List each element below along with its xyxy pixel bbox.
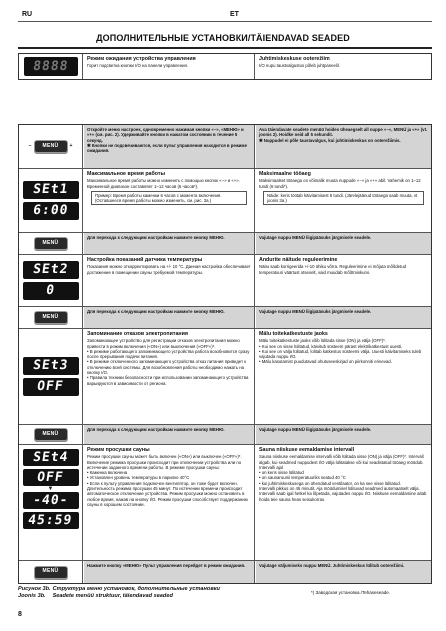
drying-et-title: Sauna niiskuse eemaldamise intervall	[259, 447, 355, 453]
next-2-et: Vajutage nuppu MENÜ liigipääsuks järgmisele seadele.	[256, 307, 431, 328]
list-item: • Правила техники безопасности при использовании запоминающего устройства варьируются в зависимости от региона.	[87, 375, 251, 386]
memory-ru	[84, 329, 255, 424]
menu-button[interactable]	[34, 140, 68, 153]
drying-ru-after: Длительность режима просушки 45 минут. По истечении времени происходит автоматическое отключение устройства. Режим просушки можно остановить в любое время, нажав на кнопку I/O. Режим просушки способствует поддержанию сауны в хорошем состоянии.	[87, 486, 248, 507]
menu-button-label: MENÜ	[42, 430, 59, 437]
memory-et-title: Mälu toitekatkestuste jaoks	[259, 331, 328, 337]
memory-state-text: OFF	[36, 379, 65, 394]
next-3-ru: Для перехода к следующим настройкам нажмите кнопку МЕНЮ.	[84, 425, 255, 444]
time-text: 6:00	[31, 203, 70, 218]
drying-et-after: Intervalli pikkus on 45 minutit. Aja möödumisel lülituvad seadmed automaatselt välja. Intervalli saab igal hetkel ka lõpetada, vajutades nuppu I/O. Niiskuse eemaldamine aitab hoida teie sauna heas seisukorras.	[259, 486, 427, 502]
caption-line-ru	[18, 586, 220, 593]
open-menu-et-warning-text: Nuppudel ei põle taustavalgus, kui juhtimiskeskus on ooterežiimis.	[263, 137, 401, 143]
memory-row	[19, 329, 431, 425]
sensor-display	[19, 255, 83, 306]
open-menu-ru-text: Откройте меню настроек, одновременно нажимая кнопки «−», «МЕНЮ» и «+» (см. рис. 2). Удерживайте кнопки в нажатом состоянии в течение 5 секунд.	[87, 127, 244, 143]
drying-timer-display	[23, 512, 79, 529]
language-label-ru: RU	[22, 11, 33, 18]
language-label-et: ET	[230, 11, 239, 18]
standby-et	[256, 54, 431, 79]
memory-et-list	[259, 344, 428, 365]
drying-timer-text: 45:59	[27, 512, 74, 528]
caption-text-ru: Структура меню установок, дополнительные установки	[52, 586, 220, 592]
set3-text: SEt3	[31, 358, 70, 373]
drying-ru	[84, 445, 255, 560]
open-menu-row	[19, 125, 431, 169]
standby-frame	[18, 53, 432, 80]
warning-icon: ✱	[259, 137, 264, 143]
sensor-ru-title: Настройка показаний датчика температуры	[87, 257, 203, 263]
max-time-display	[19, 169, 83, 232]
list-item: • В режиме работающего запоминающего устройства работа возобновится сразу после прерывания подачи питания.	[87, 349, 251, 360]
drying-display	[19, 445, 83, 560]
drying-ru-list	[87, 470, 251, 486]
menu-button-label: MENÜ	[42, 142, 59, 149]
set4-text: SEt4	[31, 449, 70, 465]
standby-et-title: Juhtimiskeskuse ooterežiim	[259, 56, 330, 62]
drying-temp-display	[23, 492, 79, 509]
exit-et: Vajutage väljumiseks nuppu MENÜ. Juhtimiskeskus lülitub ooterežiimi.	[256, 561, 431, 583]
sensor-ru	[84, 255, 255, 306]
figure-caption	[18, 586, 220, 600]
list-item: • Каменка включена	[87, 470, 251, 475]
memory-ru-list	[87, 349, 251, 386]
max-time-ru-text: Максимальное время работы можно изменить с помощью кнопок «−» и «+». Временной диапазон составляет 1–12 часов (6 часов*).	[87, 178, 240, 189]
list-item: • Установлен уровень температуры в парилке 40°C	[87, 475, 251, 480]
standby-row	[19, 54, 431, 79]
menu-button-label: MENÜ	[42, 239, 59, 246]
list-item: • Kui see on sisse lülitatud, käivitub süsteem pärast elektrikatkestust uuesti.	[259, 344, 428, 349]
menu-button[interactable]	[34, 428, 68, 441]
sensor-row	[19, 255, 431, 307]
drying-row	[19, 445, 431, 561]
max-time-ru	[84, 169, 255, 232]
list-item: • kui juhtimiskeskusega on ühendatud ventilaator, on ka see sisse lülitatud.	[259, 481, 428, 486]
drying-state-text: OFF	[36, 469, 65, 485]
time-display	[23, 202, 79, 220]
max-time-et-title: Maksimaalne tööaeg	[259, 171, 311, 177]
max-time-ru-title: Максимальное время работы	[87, 171, 165, 177]
drying-et	[256, 445, 431, 560]
open-menu-et-text: Ava täiendavate seadete menüü hoides üheaegselt all nuppe «−», MENÜ ja «+» (vt. joonis 2). Hoidke neid all 5 sekundit.	[259, 127, 428, 138]
drying-et-list	[259, 470, 428, 486]
set2-display	[23, 261, 79, 279]
drying-ru-title: Режим просушки сауны	[87, 447, 150, 453]
exit-ru: Нажмите кнопку «МЕНЮ» Пульт управления перейдет в режим ожидания.	[84, 561, 255, 583]
list-item: • В режиме отключенного запоминающего устройства отказ питания приведет к отключению всей системы. Для возобновления работы необходимо нажать на кнопку I/O.	[87, 359, 251, 375]
open-menu-et	[256, 125, 431, 168]
exit-row	[19, 561, 431, 583]
sensor-ru-text: Показания можно откорректировать на +/- 10 °C. Данная настройка обеспечивает достижение в помещении сауны требуемой температуры.	[87, 264, 251, 275]
open-menu-ru-warning-text: Кнопки не подсвечиваются, если пульт управления находится в режиме ожидания.	[87, 142, 247, 154]
next-2-ru: Для перехода к следующим настройкам нажмите кнопку МЕНЮ.	[84, 307, 255, 328]
list-item: • Если к пульту управления подключен вентилятор, он тоже будет включен.	[87, 481, 251, 486]
open-menu-controls	[19, 125, 83, 168]
blank-display-digits: 8888	[31, 58, 70, 74]
plus-icon: +	[69, 142, 73, 149]
offset-display	[23, 282, 79, 300]
open-menu-ru	[84, 125, 255, 168]
next-3-et: Vajutage nuppu MENÜ liigipääsuks järgmisele seadele.	[256, 425, 431, 444]
caption-label-ru: Рисунок 3b.	[18, 586, 51, 592]
set3-display	[23, 357, 79, 375]
menu-button[interactable]	[34, 311, 68, 324]
memory-ru-text: Запоминающее устройство для регистрации отказов электропитания можно привести в режим включения («ON») или выключения («OFF»)*.	[87, 338, 240, 349]
caption-text-et: Seadete menüü struktuur, täiendavad seaded	[52, 593, 173, 599]
drying-ru-text: Режим просушки сауны может быть включен («ON») или выключен («OFF»)*. Включение режима просушки происходит при отключении устройства или по истечении заданного времени работы. В режиме просушки сауны:	[87, 454, 242, 470]
page-number: 8	[18, 611, 22, 618]
list-item: • Kui see on välja lülitatud, lülitab katkestus süsteemi välja. Uuesti käivitamiseks tuleb vajutada nuppu I/O.	[259, 349, 428, 360]
offset-text: 0	[45, 283, 57, 298]
menu-button-label: MENÜ	[42, 313, 59, 320]
set4-display	[23, 449, 79, 466]
max-time-et-example: Näide: keris töötab käivitamisest 6 tundi. (Järelejäänud tööaega saab muuta, vt joonis 3a.)	[263, 191, 424, 206]
title-rule	[18, 47, 432, 49]
sensor-et	[256, 255, 431, 306]
memory-et-text: Mälu toitekatkestuste jaoks võib lülitada sisse (ON) ja välja (OFF)*.	[259, 338, 387, 344]
drying-state-display	[23, 469, 79, 486]
set1-text: SEt1	[31, 182, 70, 197]
menu-button-label: MENÜ	[42, 568, 59, 575]
standby-ru-title: Режим ожидания устройства управления	[87, 56, 196, 62]
next-row-1	[19, 233, 431, 255]
memory-state-display	[23, 378, 79, 396]
footnote: *) Заводская установка./Tehaseseade.	[311, 590, 391, 595]
minus-icon: −	[28, 142, 32, 149]
max-time-et-text: Maksimaalset tööaega on võimalik muuta nuppude «−» ja «+» abil. Vahemik on 1–12 tundi (6 tundi*).	[259, 178, 421, 189]
memory-display	[19, 329, 83, 424]
next-3-controls	[19, 425, 83, 444]
warning-icon: ✱	[87, 142, 92, 148]
menu-frame	[18, 124, 432, 584]
page-title: ДОПОЛНИТЕЛЬНЫЕ УСТАНОВКИ/TÄIENDAVAD SEADED	[96, 33, 350, 43]
sensor-et-text: Näitu saab korrigeerida +/-10 ühiku võrra. Reguleerimine ei mõjuta mõõdetud temperatuuri väärtust otseselt, vaid muudab mõõtmiskurvi.	[259, 264, 407, 275]
max-time-ru-example: Пример: Время работы каменки 6 часов с момента включения. (Оставшееся время работы можно изменить, см. рис. 3а.)	[91, 191, 247, 206]
next-1-ru: Для перехода к следующим настройкам нажмите кнопку МЕНЮ.	[84, 233, 255, 254]
arrow-down-icon: ▼	[47, 486, 54, 492]
blank-display-icon	[24, 57, 78, 76]
memory-et	[256, 329, 431, 424]
menu-button[interactable]	[34, 237, 68, 250]
memory-ru-title: Запоминание отказов электропитания	[87, 331, 188, 337]
open-menu-et-warning	[259, 138, 428, 143]
next-row-3	[19, 425, 431, 445]
standby-display	[19, 54, 83, 79]
list-item: • on saunaruumi temperatuuriks seatud 40 °C	[259, 475, 428, 480]
sensor-et-title: Andurite näitude reguleerimine	[259, 257, 338, 263]
exit-controls	[19, 561, 83, 583]
header-rule	[18, 21, 432, 22]
drying-et-text: Sauna niiskuse eemaldamise intervalli võib lülitada sisse (ON) ja välja (OFF)*. Intervall algab, kui seadmed nuppudest I/O välja lülitatakse või kui seadistatud tööaeg möödub. Intervalli ajal	[259, 454, 424, 470]
max-time-et	[256, 169, 431, 232]
next-row-2	[19, 307, 431, 329]
set2-text: SEt2	[31, 262, 70, 277]
menu-button[interactable]	[34, 566, 68, 579]
open-menu-ru-warning	[87, 143, 251, 154]
standby-et-text: I/O nupu taustvalgustus põleb juhtpaneelil.	[259, 63, 340, 69]
next-1-controls	[19, 233, 83, 254]
set1-display	[23, 181, 79, 199]
next-2-controls	[19, 307, 83, 328]
standby-ru	[84, 54, 255, 79]
next-1-et: Vajutage nuppu MENÜ liigipääsuks järgmisele seadele.	[256, 233, 431, 254]
list-item: • on keris sisse lülitatud	[259, 470, 428, 475]
list-item: • Mälu kasutamist puudutavad ohutuseeskirjad on piirkonniti erinevad.	[259, 359, 428, 364]
button-group	[29, 140, 73, 153]
caption-line-et	[18, 593, 220, 600]
standby-ru-text: Горит подсветка кнопки I/O на панели управления.	[87, 63, 189, 69]
drying-temp-text: -40-	[31, 492, 70, 508]
max-time-row	[19, 169, 431, 233]
caption-label-et: Joonis 3b.	[18, 593, 46, 599]
